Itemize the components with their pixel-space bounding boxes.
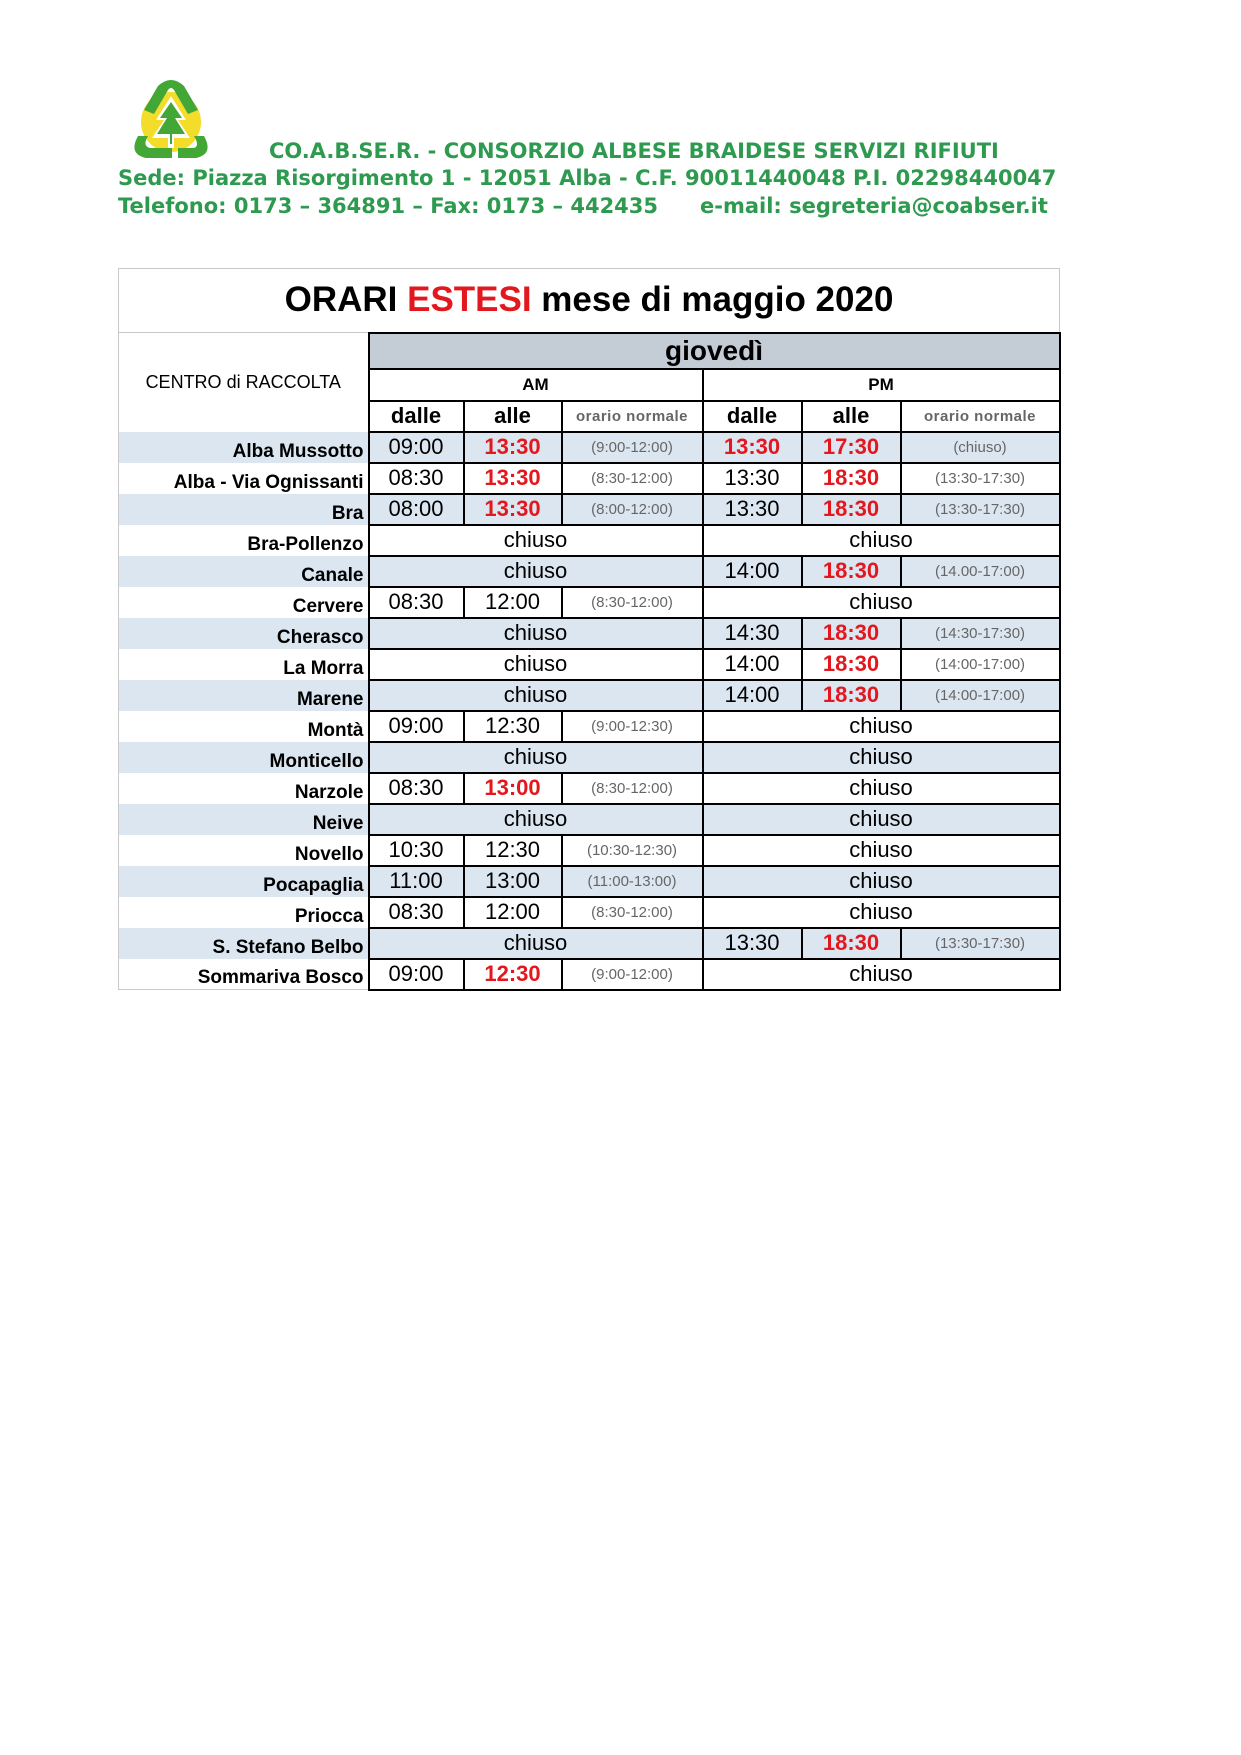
pm-closed: chiuso — [703, 835, 1060, 866]
am-dalle: 11:00 — [369, 866, 464, 897]
title-highlight: ESTESI — [407, 280, 532, 320]
table-row — [119, 618, 1060, 649]
am-normale-header: orario normale — [562, 401, 703, 432]
table-row — [119, 928, 1060, 959]
centro-name: Sommariva Bosco — [119, 959, 369, 990]
pm-closed: chiuso — [703, 804, 1060, 835]
table-row — [119, 556, 1060, 587]
am-dalle: 09:00 — [369, 432, 464, 463]
pm-closed: chiuso — [703, 742, 1060, 773]
title-suffix: mese di maggio 2020 — [531, 280, 894, 320]
pm-dalle: 13:30 — [703, 432, 802, 463]
schedule-table — [118, 268, 1061, 991]
pm-orario-normale: (14.00-17:00) — [901, 556, 1060, 587]
am-orario-normale: (8:30-12:00) — [562, 463, 703, 494]
centro-name: La Morra — [119, 649, 369, 680]
pm-dalle: 14:30 — [703, 618, 802, 649]
pm-alle: 18:30 — [802, 680, 901, 711]
pm-alle: 17:30 — [802, 432, 901, 463]
am-closed: chiuso — [369, 928, 703, 959]
am-closed: chiuso — [369, 525, 703, 556]
org-address: Sede: Piazza Risorgimento 1 - 12051 Alba - C.F. 90011440048 P.I. 02298440047 — [118, 166, 1057, 190]
pm-closed: chiuso — [703, 525, 1060, 556]
pm-closed: chiuso — [703, 959, 1060, 990]
am-dalle: 08:30 — [369, 773, 464, 804]
org-email[interactable]: e-mail: segreteria@coabser.it — [700, 194, 1048, 218]
am-orario-normale: (8:00-12:00) — [562, 494, 703, 525]
pm-alle: 18:30 — [802, 928, 901, 959]
org-name: CO.A.B.SE.R. - CONSORZIO ALBESE BRAIDESE SERVIZI RIFIUTI — [269, 139, 999, 163]
pm-orario-normale: (13:30-17:30) — [901, 463, 1060, 494]
table-row — [119, 804, 1060, 835]
am-orario-normale: (9:00-12:00) — [562, 432, 703, 463]
pm-dalle: 14:00 — [703, 649, 802, 680]
centro-name: Alba - Via Ognissanti — [119, 463, 369, 494]
am-alle: 12:30 — [464, 959, 562, 990]
table-row — [119, 587, 1060, 618]
pm-dalle: 13:30 — [703, 928, 802, 959]
centro-name: Bra-Pollenzo — [119, 525, 369, 556]
am-orario-normale: (8:30-12:00) — [562, 773, 703, 804]
am-alle-header: alle — [464, 401, 562, 432]
centro-name: Novello — [119, 835, 369, 866]
am-dalle: 08:00 — [369, 494, 464, 525]
am-closed: chiuso — [369, 649, 703, 680]
am-closed: chiuso — [369, 680, 703, 711]
am-alle: 12:30 — [464, 835, 562, 866]
am-orario-normale: (9:00-12:30) — [562, 711, 703, 742]
org-phone-fax: Telefono: 0173 – 364891 – Fax: 0173 – 442435 — [118, 194, 659, 218]
table-row — [119, 432, 1060, 463]
am-header: AM — [369, 369, 703, 401]
pm-closed: chiuso — [703, 711, 1060, 742]
centro-name: Pocapaglia — [119, 866, 369, 897]
am-orario-normale: (11:00-13:00) — [562, 866, 703, 897]
am-dalle-header: dalle — [369, 401, 464, 432]
am-alle: 13:30 — [464, 463, 562, 494]
centro-name: Montà — [119, 711, 369, 742]
am-alle: 13:30 — [464, 494, 562, 525]
pm-closed: chiuso — [703, 897, 1060, 928]
pm-normale-header: orario normale — [901, 401, 1060, 432]
table-row — [119, 711, 1060, 742]
centro-name: Monticello — [119, 742, 369, 773]
am-orario-normale: (10:30-12:30) — [562, 835, 703, 866]
pm-orario-normale: (14:00-17:00) — [901, 649, 1060, 680]
pm-alle: 18:30 — [802, 649, 901, 680]
pm-alle-header: alle — [802, 401, 901, 432]
pm-orario-normale: (14:30-17:30) — [901, 618, 1060, 649]
pm-orario-normale: (13:30-17:30) — [901, 494, 1060, 525]
centro-name: Alba Mussotto — [119, 432, 369, 463]
am-dalle: 08:30 — [369, 897, 464, 928]
pm-alle: 18:30 — [802, 494, 901, 525]
centro-header: CENTRO di RACCOLTA — [119, 333, 369, 432]
pm-orario-normale: (chiuso) — [901, 432, 1060, 463]
centro-name: Marene — [119, 680, 369, 711]
table-row — [119, 494, 1060, 525]
pm-dalle: 14:00 — [703, 556, 802, 587]
pm-dalle: 14:00 — [703, 680, 802, 711]
pm-header: PM — [703, 369, 1060, 401]
am-orario-normale: (9:00-12:00) — [562, 959, 703, 990]
centro-name: Narzole — [119, 773, 369, 804]
am-alle: 12:00 — [464, 587, 562, 618]
am-alle: 12:30 — [464, 711, 562, 742]
am-closed: chiuso — [369, 618, 703, 649]
table-row — [119, 649, 1060, 680]
table-row — [119, 742, 1060, 773]
am-alle: 13:00 — [464, 866, 562, 897]
table-row — [119, 897, 1060, 928]
table-row — [119, 525, 1060, 556]
pm-dalle: 13:30 — [703, 494, 802, 525]
am-closed: chiuso — [369, 804, 703, 835]
pm-closed: chiuso — [703, 773, 1060, 804]
am-dalle: 10:30 — [369, 835, 464, 866]
am-alle: 13:00 — [464, 773, 562, 804]
centro-name: Canale — [119, 556, 369, 587]
table-row — [119, 463, 1060, 494]
centro-name: S. Stefano Belbo — [119, 928, 369, 959]
centro-name: Bra — [119, 494, 369, 525]
am-closed: chiuso — [369, 742, 703, 773]
pm-dalle: 13:30 — [703, 463, 802, 494]
am-orario-normale: (8:30-12:00) — [562, 897, 703, 928]
recycle-tree-logo-icon — [118, 74, 224, 164]
title-prefix: ORARI — [284, 280, 408, 320]
am-dalle: 08:30 — [369, 587, 464, 618]
page-title — [119, 269, 1060, 333]
am-orario-normale: (8:30-12:00) — [562, 587, 703, 618]
table-row — [119, 835, 1060, 866]
am-closed: chiuso — [369, 556, 703, 587]
am-alle: 13:30 — [464, 432, 562, 463]
day-header: giovedì — [369, 333, 1060, 369]
table-row — [119, 866, 1060, 897]
pm-closed: chiuso — [703, 587, 1060, 618]
am-dalle: 09:00 — [369, 711, 464, 742]
table-row — [119, 773, 1060, 804]
pm-orario-normale: (14:00-17:00) — [901, 680, 1060, 711]
centro-name: Cervere — [119, 587, 369, 618]
centro-name: Priocca — [119, 897, 369, 928]
pm-alle: 18:30 — [802, 618, 901, 649]
pm-dalle-header: dalle — [703, 401, 802, 432]
pm-alle: 18:30 — [802, 556, 901, 587]
am-dalle: 09:00 — [369, 959, 464, 990]
pm-orario-normale: (13:30-17:30) — [901, 928, 1060, 959]
pm-closed: chiuso — [703, 866, 1060, 897]
am-alle: 12:00 — [464, 897, 562, 928]
centro-name: Cherasco — [119, 618, 369, 649]
table-row — [119, 680, 1060, 711]
centro-name: Neive — [119, 804, 369, 835]
table-row — [119, 959, 1060, 990]
am-dalle: 08:30 — [369, 463, 464, 494]
pm-alle: 18:30 — [802, 463, 901, 494]
